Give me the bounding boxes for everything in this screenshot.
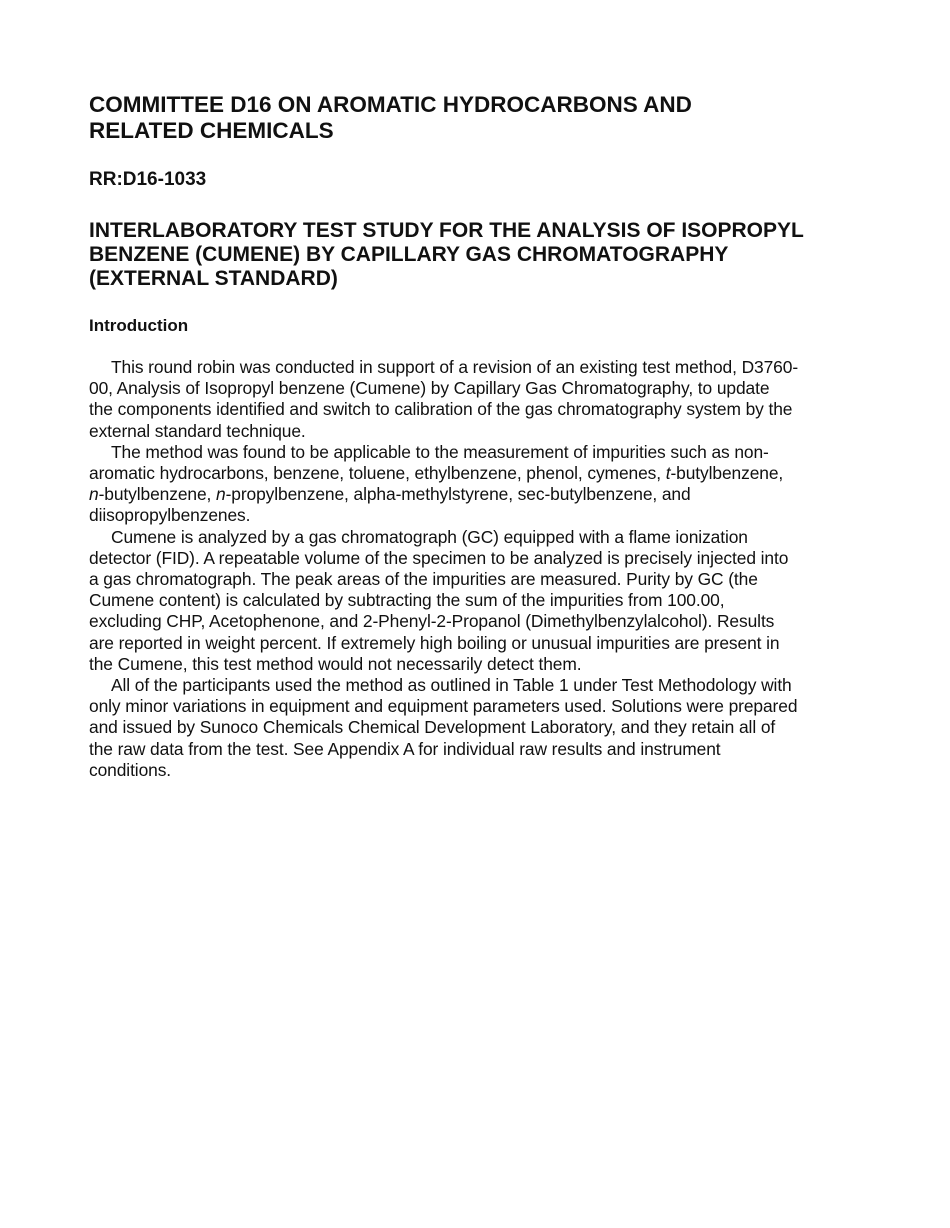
text-run: -propylbenzene, alpha-methylstyrene, sec-butylbenzene, and — [225, 484, 691, 505]
paragraph-line: detector (FID). A repeatable volume of the specimen to be analyzed is precisely injected into — [89, 547, 789, 568]
committee-title — [89, 92, 864, 144]
paragraph-4 — [89, 675, 864, 781]
paragraph-line: This round robin was conducted in support of a revision of an existing test method, D3760- — [111, 357, 799, 377]
committee-title-line: COMMITTEE D16 ON AROMATIC HYDROCARBONS AND — [89, 92, 692, 117]
paragraph-line: Cumene content) is calculated by subtracting the sum of the impurities from 100.00, — [89, 590, 725, 611]
paragraph-line: excluding CHP, Acetophenone, and 2-Phenyl-2-Propanol (Dimethylbenzylalcohol). Results — [89, 611, 775, 632]
paragraph-line: the Cumene, this test method would not necessarily detect them. — [89, 653, 582, 674]
text-run: -butylbenzene, — [98, 484, 216, 505]
introduction-body — [89, 357, 864, 781]
paragraph-line: the components identified and switch to calibration of the gas chromatography system by the — [89, 399, 793, 420]
paragraph-line: All of the participants used the method as outlined in Table 1 under Test Methodology with — [111, 675, 792, 696]
text-run: -butylbenzene, — [670, 463, 784, 484]
paragraph-line: diisopropylbenzenes. — [89, 505, 251, 526]
italic-text-run: n — [216, 484, 226, 505]
paragraph-line: a gas chromatograph. The peak areas of the impurities are measured. Purity by GC (the — [89, 569, 758, 590]
paragraph-line: conditions. — [89, 759, 172, 780]
paragraph-line: external standard technique. — [89, 420, 306, 441]
report-number: RR:D16-1033 — [89, 169, 207, 190]
paragraph-1 — [89, 357, 864, 442]
paragraph-line: only minor variations in equipment and equipment parameters used. Solutions were prepared — [89, 696, 798, 717]
committee-title-line: RELATED CHEMICALS — [89, 118, 334, 143]
paragraph-line: The method was found to be applicable to the measurement of impurities such as non- — [111, 441, 769, 462]
study-title-line: BENZENE (CUMENE) BY CAPILLARY GAS CHROMATOGRAPHY — [89, 243, 729, 266]
study-title-line: INTERLABORATORY TEST STUDY FOR THE ANALYSIS OF ISOPROPYL — [89, 219, 804, 242]
text-run: aromatic hydrocarbons, benzene, toluene, ethylbenzene, phenol, cymenes, — [89, 463, 666, 484]
paragraph-line: Cumene is analyzed by a gas chromatograph (GC) equipped with a flame ionization — [111, 526, 748, 547]
paragraph-line — [89, 463, 864, 484]
paragraph-line: the raw data from the test. See Appendix A for individual raw results and instrument — [89, 738, 721, 759]
section-heading-introduction: Introduction — [89, 316, 189, 335]
paragraph-2 — [89, 442, 864, 527]
study-title-line: (EXTERNAL STANDARD) — [89, 267, 338, 290]
paragraph-line: are reported in weight percent. If extremely high boiling or unusual impurities are present in — [89, 632, 780, 653]
italic-text-run: t — [665, 463, 671, 484]
paragraph-line — [89, 484, 864, 505]
italic-text-run: n — [89, 484, 99, 505]
paragraph-3 — [89, 527, 864, 675]
paragraph-line: 00, Analysis of Isopropyl benzene (Cumene) by Capillary Gas Chromatography, to update — [89, 378, 770, 399]
document-page — [89, 92, 864, 781]
paragraph-line: and issued by Sunoco Chemicals Chemical Development Laboratory, and they retain all of — [89, 717, 776, 738]
study-title — [89, 219, 864, 291]
